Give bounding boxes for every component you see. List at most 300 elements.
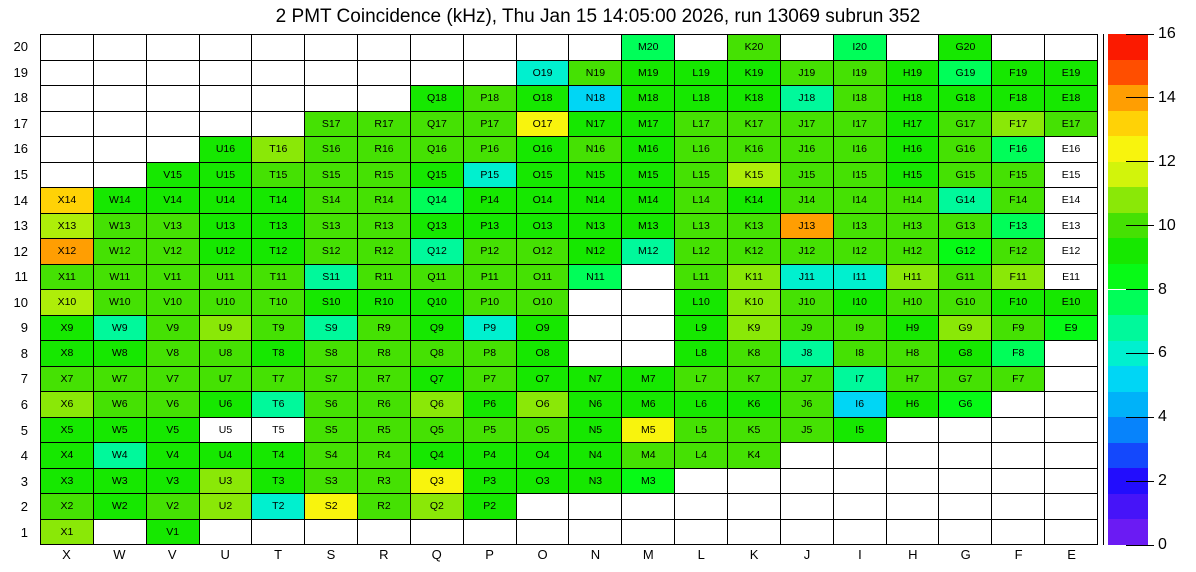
heatmap-cell-W5: W5 xyxy=(94,418,147,444)
colorbar-axis-line xyxy=(1103,34,1104,545)
heatmap-cell-V1: V1 xyxy=(147,520,200,546)
heatmap-cell-V3: V3 xyxy=(147,469,200,495)
heatmap-cell-L5: L5 xyxy=(675,418,728,444)
x-axis-label-S: S xyxy=(326,547,336,562)
heatmap-cell-M7: M7 xyxy=(622,367,675,393)
heatmap-cell-P13: P13 xyxy=(464,214,517,240)
heatmap-cell-G17: G17 xyxy=(939,112,992,138)
heatmap-cell-U2: U2 xyxy=(200,494,253,520)
colorbar-tick xyxy=(1126,353,1154,354)
heatmap-cell-W3: W3 xyxy=(94,469,147,495)
heatmap-cell-S14: S14 xyxy=(305,188,358,214)
chart-title: 2 PMT Coincidence (kHz), Thu Jan 15 14:05:00 2026, run 13069 subrun 352 xyxy=(275,6,921,27)
heatmap-cell-empty-L3 xyxy=(675,469,728,495)
heatmap-cell-P3: P3 xyxy=(464,469,517,495)
heatmap-cell-empty-R20 xyxy=(358,35,411,61)
heatmap-cell-K16: K16 xyxy=(728,137,781,163)
heatmap-cell-empty-T20 xyxy=(252,35,305,61)
y-axis-label-18: 18 xyxy=(13,90,28,106)
heatmap-cell-T15: T15 xyxy=(252,163,305,189)
heatmap-cell-S3: S3 xyxy=(305,469,358,495)
heatmap-cell-K10: K10 xyxy=(728,290,781,316)
heatmap-cell-F11: F11 xyxy=(992,265,1045,291)
heatmap-cell-empty-P1 xyxy=(464,520,517,546)
heatmap-cell-V5: V5 xyxy=(147,418,200,444)
x-axis-label-M: M xyxy=(642,547,654,562)
heatmap-cell-empty-I3 xyxy=(834,469,887,495)
heatmap-cell-P2: P2 xyxy=(464,494,517,520)
heatmap-cell-Q7: Q7 xyxy=(411,367,464,393)
heatmap-cell-O15: O15 xyxy=(517,163,570,189)
heatmap-cell-R8: R8 xyxy=(358,341,411,367)
heatmap-cell-U4: U4 xyxy=(200,443,253,469)
heatmap-cell-V2: V2 xyxy=(147,494,200,520)
heatmap-cell-I11: I11 xyxy=(834,265,887,291)
heatmap-cell-U9: U9 xyxy=(200,316,253,342)
y-axis-label-16: 16 xyxy=(13,141,28,157)
heatmap-cell-J11: J11 xyxy=(781,265,834,291)
heatmap-cell-J17: J17 xyxy=(781,112,834,138)
heatmap-cell-L13: L13 xyxy=(675,214,728,240)
heatmap-cell-U11: U11 xyxy=(200,265,253,291)
x-axis-label-H: H xyxy=(908,547,918,562)
x-axis-label-N: N xyxy=(590,547,601,562)
x-axis-label-V: V xyxy=(167,547,177,562)
heatmap-cell-V15: V15 xyxy=(147,163,200,189)
heatmap-cell-H10: H10 xyxy=(887,290,940,316)
heatmap-cell-V9: V9 xyxy=(147,316,200,342)
heatmap-cell-X13: X13 xyxy=(41,214,94,240)
heatmap-cell-empty-S20 xyxy=(305,35,358,61)
heatmap-cell-F9: F9 xyxy=(992,316,1045,342)
heatmap-cell-R14: R14 xyxy=(358,188,411,214)
heatmap-cell-H8: H8 xyxy=(887,341,940,367)
heatmap-cell-T14: T14 xyxy=(252,188,305,214)
heatmap-cell-P10: P10 xyxy=(464,290,517,316)
heatmap-cell-G16: G16 xyxy=(939,137,992,163)
heatmap-cell-Q14: Q14 xyxy=(411,188,464,214)
heatmap-cell-Q16: Q16 xyxy=(411,137,464,163)
heatmap-cell-E19: E19 xyxy=(1045,61,1098,87)
heatmap-cell-K7: K7 xyxy=(728,367,781,393)
heatmap-cell-K18: K18 xyxy=(728,86,781,112)
heatmap-cell-H13: H13 xyxy=(887,214,940,240)
heatmap-cell-H15: H15 xyxy=(887,163,940,189)
x-axis-label-L: L xyxy=(697,547,705,562)
heatmap-cell-U5: U5 xyxy=(200,418,253,444)
heatmap-cell-P12: P12 xyxy=(464,239,517,265)
heatmap-cell-Q8: Q8 xyxy=(411,341,464,367)
heatmap-cell-H17: H17 xyxy=(887,112,940,138)
heatmap-cell-empty-N1 xyxy=(569,520,622,546)
heatmap-cell-empty-E20 xyxy=(1045,35,1098,61)
heatmap-cell-empty-J1 xyxy=(781,520,834,546)
heatmap-cell-empty-N20 xyxy=(569,35,622,61)
heatmap-cell-E18: E18 xyxy=(1045,86,1098,112)
heatmap-cell-empty-S18 xyxy=(305,86,358,112)
heatmap-cell-O11: O11 xyxy=(517,265,570,291)
heatmap-cell-S11: S11 xyxy=(305,265,358,291)
heatmap-cell-T11: T11 xyxy=(252,265,305,291)
heatmap-cell-empty-G1 xyxy=(939,520,992,546)
heatmap-cell-W8: W8 xyxy=(94,341,147,367)
heatmap-cell-empty-U17 xyxy=(200,112,253,138)
heatmap-cell-M15: M15 xyxy=(622,163,675,189)
heatmap-cell-H11: H11 xyxy=(887,265,940,291)
heatmap-cell-M12: M12 xyxy=(622,239,675,265)
colorbar-tick-label-12: 12 xyxy=(1158,152,1176,170)
x-axis-label-P: P xyxy=(485,547,494,562)
colorbar-tick xyxy=(1126,417,1154,418)
heatmap-cell-empty-V17 xyxy=(147,112,200,138)
heatmap-cell-I17: I17 xyxy=(834,112,887,138)
heatmap-cell-F7: F7 xyxy=(992,367,1045,393)
heatmap-cell-empty-O20 xyxy=(517,35,570,61)
heatmap-cell-K14: K14 xyxy=(728,188,781,214)
heatmap-cell-J16: J16 xyxy=(781,137,834,163)
heatmap-cell-Q11: Q11 xyxy=(411,265,464,291)
x-axis-label-F: F xyxy=(1014,547,1023,562)
heatmap-cell-empty-G3 xyxy=(939,469,992,495)
y-axis-label-10: 10 xyxy=(13,294,28,310)
x-axis-label-I: I xyxy=(858,547,862,562)
heatmap-cell-S13: S13 xyxy=(305,214,358,240)
heatmap-cell-empty-K1 xyxy=(728,520,781,546)
heatmap-cell-T2: T2 xyxy=(252,494,305,520)
heatmap-cell-S4: S4 xyxy=(305,443,358,469)
heatmap-cell-O3: O3 xyxy=(517,469,570,495)
heatmap-cell-T3: T3 xyxy=(252,469,305,495)
heatmap-cell-L9: L9 xyxy=(675,316,728,342)
heatmap-cell-X10: X10 xyxy=(41,290,94,316)
heatmap-cell-G13: G13 xyxy=(939,214,992,240)
heatmap-cell-W11: W11 xyxy=(94,265,147,291)
heatmap-cell-R10: R10 xyxy=(358,290,411,316)
heatmap-cell-empty-H20 xyxy=(887,35,940,61)
colorbar-tick-label-0: 0 xyxy=(1158,536,1167,553)
heatmap-cell-empty-H4 xyxy=(887,443,940,469)
heatmap-cell-L16: L16 xyxy=(675,137,728,163)
colorbar-tick xyxy=(1126,545,1154,546)
heatmap-cell-G10: G10 xyxy=(939,290,992,316)
heatmap-cell-I20: I20 xyxy=(834,35,887,61)
colorbar-band xyxy=(1108,136,1148,162)
heatmap-cell-empty-W16 xyxy=(94,137,147,163)
heatmap-cell-H19: H19 xyxy=(887,61,940,87)
heatmap-cell-empty-J20 xyxy=(781,35,834,61)
heatmap-cell-O6: O6 xyxy=(517,392,570,418)
heatmap-cell-I15: I15 xyxy=(834,163,887,189)
colorbar-tick-label-6: 6 xyxy=(1158,344,1167,362)
heatmap-cell-G18: G18 xyxy=(939,86,992,112)
heatmap-cell-N6: N6 xyxy=(569,392,622,418)
heatmap-cell-X14: X14 xyxy=(41,188,94,214)
heatmap-cell-P17: P17 xyxy=(464,112,517,138)
heatmap-cell-I12: I12 xyxy=(834,239,887,265)
heatmap-cell-F19: F19 xyxy=(992,61,1045,87)
heatmap-cell-empty-E4 xyxy=(1045,443,1098,469)
heatmap-cell-H14: H14 xyxy=(887,188,940,214)
heatmap-cell-empty-Q1 xyxy=(411,520,464,546)
heatmap-cell-empty-F5 xyxy=(992,418,1045,444)
heatmap-cell-empty-L20 xyxy=(675,35,728,61)
heatmap-cell-empty-W18 xyxy=(94,86,147,112)
heatmap-cell-Q5: Q5 xyxy=(411,418,464,444)
heatmap-cell-empty-M8 xyxy=(622,341,675,367)
x-axis-label-Q: Q xyxy=(431,547,442,562)
heatmap-cell-K8: K8 xyxy=(728,341,781,367)
heatmap-cell-empty-F6 xyxy=(992,392,1045,418)
heatmap-cell-R12: R12 xyxy=(358,239,411,265)
y-axis-label-2: 2 xyxy=(20,499,28,515)
heatmap-cell-V6: V6 xyxy=(147,392,200,418)
x-axis-label-W: W xyxy=(113,547,126,562)
heatmap-cell-J6: J6 xyxy=(781,392,834,418)
heatmap-cell-N15: N15 xyxy=(569,163,622,189)
heatmap-cell-L10: L10 xyxy=(675,290,728,316)
heatmap-cell-empty-W20 xyxy=(94,35,147,61)
heatmap-cell-L7: L7 xyxy=(675,367,728,393)
heatmap-cell-L14: L14 xyxy=(675,188,728,214)
heatmap-cell-empty-E7 xyxy=(1045,367,1098,393)
heatmap-cell-R13: R13 xyxy=(358,214,411,240)
heatmap-cell-M5: M5 xyxy=(622,418,675,444)
heatmap-cell-E9: E9 xyxy=(1045,316,1098,342)
heatmap-cell-N11: N11 xyxy=(569,265,622,291)
heatmap-cell-N5: N5 xyxy=(569,418,622,444)
heatmap-cell-G12: G12 xyxy=(939,239,992,265)
heatmap-cell-E16: E16 xyxy=(1045,137,1098,163)
colorbar-band xyxy=(1108,315,1148,341)
heatmap-cell-empty-M10 xyxy=(622,290,675,316)
heatmap-cell-empty-X17 xyxy=(41,112,94,138)
heatmap-cell-K20: K20 xyxy=(728,35,781,61)
y-axis-label-5: 5 xyxy=(20,422,28,438)
heatmap-cell-empty-S1 xyxy=(305,520,358,546)
heatmap-cell-R9: R9 xyxy=(358,316,411,342)
heatmap-cell-W9: W9 xyxy=(94,316,147,342)
heatmap-cell-O16: O16 xyxy=(517,137,570,163)
colorbar-tick-label-2: 2 xyxy=(1158,472,1167,490)
heatmap-cell-F17: F17 xyxy=(992,112,1045,138)
colorbar-tick xyxy=(1126,161,1154,162)
heatmap-cell-M3: M3 xyxy=(622,469,675,495)
heatmap-cell-empty-R19 xyxy=(358,61,411,87)
colorbar-tick xyxy=(1126,289,1154,290)
heatmap-cell-X4: X4 xyxy=(41,443,94,469)
heatmap-cell-empty-H1 xyxy=(887,520,940,546)
heatmap-cell-W10: W10 xyxy=(94,290,147,316)
heatmap-cell-empty-E1 xyxy=(1045,520,1098,546)
heatmap-cell-K19: K19 xyxy=(728,61,781,87)
y-axis-label-17: 17 xyxy=(13,115,28,131)
heatmap-cell-empty-X16 xyxy=(41,137,94,163)
heatmap-cell-T10: T10 xyxy=(252,290,305,316)
heatmap-cell-empty-W17 xyxy=(94,112,147,138)
heatmap-cell-empty-J2 xyxy=(781,494,834,520)
heatmap-cell-N16: N16 xyxy=(569,137,622,163)
heatmap-cell-P5: P5 xyxy=(464,418,517,444)
heatmap-cell-S6: S6 xyxy=(305,392,358,418)
heatmap-cell-O10: O10 xyxy=(517,290,570,316)
heatmap-cell-K11: K11 xyxy=(728,265,781,291)
heatmap-cell-G14: G14 xyxy=(939,188,992,214)
heatmap-cell-E10: E10 xyxy=(1045,290,1098,316)
colorbar-band xyxy=(1108,111,1148,137)
y-axis-label-4: 4 xyxy=(20,448,28,464)
colorbar-band xyxy=(1108,264,1148,290)
heatmap-cell-empty-N9 xyxy=(569,316,622,342)
heatmap-cell-empty-J3 xyxy=(781,469,834,495)
heatmap-cell-U14: U14 xyxy=(200,188,253,214)
heatmap-cell-empty-X18 xyxy=(41,86,94,112)
heatmap-cell-U3: U3 xyxy=(200,469,253,495)
heatmap-cell-O4: O4 xyxy=(517,443,570,469)
heatmap-cell-empty-G4 xyxy=(939,443,992,469)
heatmap-cell-J19: J19 xyxy=(781,61,834,87)
heatmap-cell-X7: X7 xyxy=(41,367,94,393)
heatmap-cell-R16: R16 xyxy=(358,137,411,163)
heatmap-cell-M18: M18 xyxy=(622,86,675,112)
heatmap-cell-L18: L18 xyxy=(675,86,728,112)
heatmap-cell-empty-F2 xyxy=(992,494,1045,520)
heatmap-cell-empty-N8 xyxy=(569,341,622,367)
heatmap-cell-G19: G19 xyxy=(939,61,992,87)
heatmap-cell-empty-I4 xyxy=(834,443,887,469)
heatmap-cell-I16: I16 xyxy=(834,137,887,163)
heatmap-cell-Q12: Q12 xyxy=(411,239,464,265)
heatmap-cell-O19: O19 xyxy=(517,61,570,87)
heatmap-cell-O5: O5 xyxy=(517,418,570,444)
heatmap-cell-T16: T16 xyxy=(252,137,305,163)
heatmap-cell-R2: R2 xyxy=(358,494,411,520)
heatmap-cell-N19: N19 xyxy=(569,61,622,87)
colorbar-tick xyxy=(1126,225,1154,226)
heatmap-cell-Q9: Q9 xyxy=(411,316,464,342)
heatmap-cell-H9: H9 xyxy=(887,316,940,342)
heatmap-cell-O8: O8 xyxy=(517,341,570,367)
heatmap-cell-empty-W1 xyxy=(94,520,147,546)
heatmap-cell-J13: J13 xyxy=(781,214,834,240)
heatmap-cell-E13: E13 xyxy=(1045,214,1098,240)
heatmap-cell-K15: K15 xyxy=(728,163,781,189)
heatmap-cell-G7: G7 xyxy=(939,367,992,393)
heatmap-cell-T4: T4 xyxy=(252,443,305,469)
heatmap-cell-S16: S16 xyxy=(305,137,358,163)
heatmap-cell-K17: K17 xyxy=(728,112,781,138)
heatmap-cell-empty-O1 xyxy=(517,520,570,546)
heatmap-cell-R7: R7 xyxy=(358,367,411,393)
heatmap-cell-X11: X11 xyxy=(41,265,94,291)
y-axis-label-8: 8 xyxy=(20,345,28,361)
heatmap-cell-M19: M19 xyxy=(622,61,675,87)
heatmap-cell-O17: O17 xyxy=(517,112,570,138)
x-axis-label-R: R xyxy=(379,547,389,562)
colorbar-band xyxy=(1108,60,1148,86)
heatmap-cell-T6: T6 xyxy=(252,392,305,418)
heatmap-cell-G9: G9 xyxy=(939,316,992,342)
heatmap-cell-X6: X6 xyxy=(41,392,94,418)
heatmap-cell-M16: M16 xyxy=(622,137,675,163)
heatmap-cell-T13: T13 xyxy=(252,214,305,240)
heatmap-cell-V10: V10 xyxy=(147,290,200,316)
heatmap-cell-J14: J14 xyxy=(781,188,834,214)
heatmap-cell-K9: K9 xyxy=(728,316,781,342)
x-axis-label-K: K xyxy=(749,547,759,562)
heatmap-cell-H18: H18 xyxy=(887,86,940,112)
heatmap-cell-empty-K3 xyxy=(728,469,781,495)
heatmap-cell-U7: U7 xyxy=(200,367,253,393)
heatmap-cell-U16: U16 xyxy=(200,137,253,163)
heatmap-cell-P4: P4 xyxy=(464,443,517,469)
heatmap-cell-M4: M4 xyxy=(622,443,675,469)
colorbar-band xyxy=(1108,34,1148,60)
colorbar-band xyxy=(1108,238,1148,264)
heatmap-cell-empty-Q19 xyxy=(411,61,464,87)
heatmap-cell-J12: J12 xyxy=(781,239,834,265)
heatmap-cell-F18: F18 xyxy=(992,86,1045,112)
x-axis-labels xyxy=(40,547,1098,567)
x-axis-label-G: G xyxy=(960,547,971,562)
heatmap-cell-E12: E12 xyxy=(1045,239,1098,265)
heatmap-cell-T7: T7 xyxy=(252,367,305,393)
heatmap-cell-J5: J5 xyxy=(781,418,834,444)
heatmap-cell-V13: V13 xyxy=(147,214,200,240)
heatmap-cell-empty-Q20 xyxy=(411,35,464,61)
heatmap-cell-Q10: Q10 xyxy=(411,290,464,316)
heatmap-cell-H16: H16 xyxy=(887,137,940,163)
x-axis-label-X: X xyxy=(62,547,71,562)
heatmap-cell-S7: S7 xyxy=(305,367,358,393)
heatmap-cell-N18: N18 xyxy=(569,86,622,112)
heatmap-cell-X1: X1 xyxy=(41,520,94,546)
y-axis-label-12: 12 xyxy=(13,243,28,259)
heatmap-cell-I14: I14 xyxy=(834,188,887,214)
heatmap-cell-empty-I1 xyxy=(834,520,887,546)
heatmap-cell-R3: R3 xyxy=(358,469,411,495)
colorbar-band xyxy=(1108,366,1148,392)
heatmap-cell-M17: M17 xyxy=(622,112,675,138)
heatmap-cell-G6: G6 xyxy=(939,392,992,418)
heatmap-cell-empty-K2 xyxy=(728,494,781,520)
colorbar-tick-label-4: 4 xyxy=(1158,408,1167,426)
heatmap-cell-empty-L1 xyxy=(675,520,728,546)
heatmap-cell-T8: T8 xyxy=(252,341,305,367)
heatmap-cell-T5: T5 xyxy=(252,418,305,444)
heatmap-cell-F10: F10 xyxy=(992,290,1045,316)
heatmap-cell-P9: P9 xyxy=(464,316,517,342)
colorbar-band xyxy=(1108,519,1148,545)
heatmap-cell-P18: P18 xyxy=(464,86,517,112)
heatmap-cell-I7: I7 xyxy=(834,367,887,393)
heatmap-cell-G20: G20 xyxy=(939,35,992,61)
heatmap-cell-F12: F12 xyxy=(992,239,1045,265)
heatmap-cell-Q17: Q17 xyxy=(411,112,464,138)
heatmap-cell-R17: R17 xyxy=(358,112,411,138)
colorbar-band xyxy=(1108,290,1148,316)
colorbar-band xyxy=(1108,162,1148,188)
heatmap-cell-K5: K5 xyxy=(728,418,781,444)
heatmap-cell-O18: O18 xyxy=(517,86,570,112)
heatmap-cell-empty-N10 xyxy=(569,290,622,316)
heatmap-cell-Q3: Q3 xyxy=(411,469,464,495)
heatmap-cell-L17: L17 xyxy=(675,112,728,138)
heatmap-cell-empty-G2 xyxy=(939,494,992,520)
heatmap-cell-W7: W7 xyxy=(94,367,147,393)
heatmap-cell-K13: K13 xyxy=(728,214,781,240)
colorbar-tick-label-16: 16 xyxy=(1158,25,1176,42)
y-axis-label-3: 3 xyxy=(20,473,28,489)
